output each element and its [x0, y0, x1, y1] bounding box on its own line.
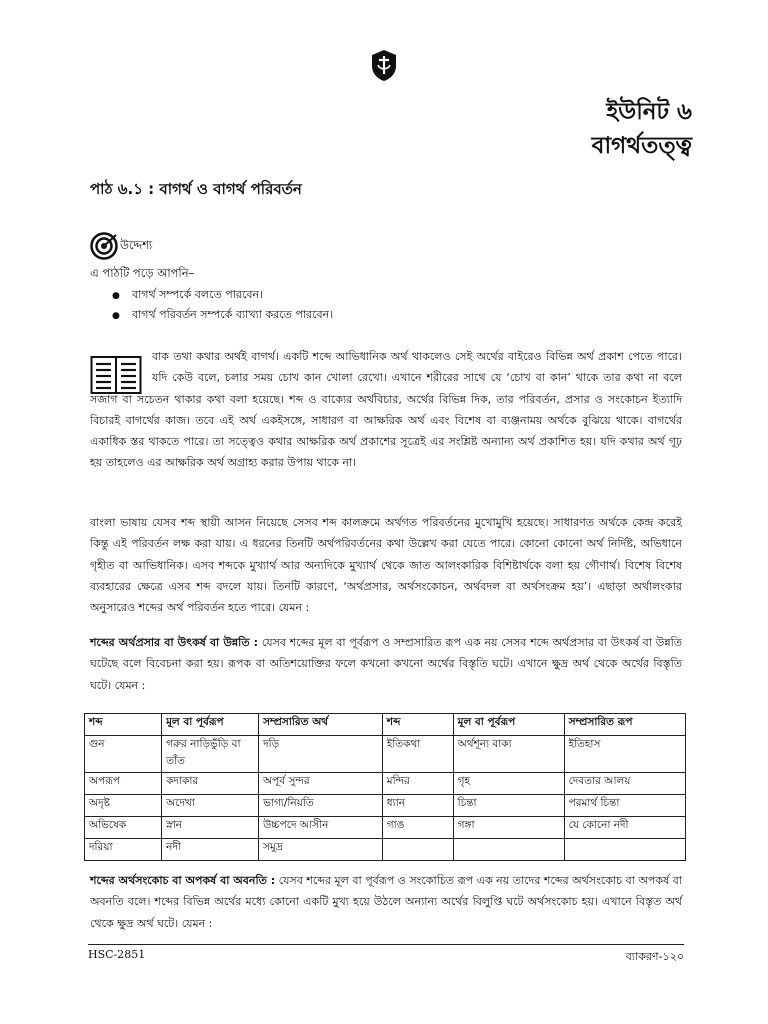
footer-divider: [88, 944, 684, 945]
table-cell: অপূর্ব সুন্দর: [259, 773, 383, 795]
table-cell: ইতিহাস: [564, 736, 685, 773]
objectives-heading: [90, 232, 152, 260]
table-cell: চিন্তা: [453, 795, 564, 817]
footer-course-code: HSC-2851: [88, 948, 146, 961]
section-heading: শব্দের অর্থসংকোচ বা অপকর্ষ বা অবনতি :: [90, 874, 276, 887]
paragraph-meaning-expansion: শব্দের অর্থপ্রসার বা উৎকর্ষ বা উন্নতি : যেসব শব্দের মূল বা পূর্বরূপ ও সম্প্রসারিত রূপ এক নয় সেসব শব্দে অর্থপ্রসার বা উৎকর্ষ বা উন্নতি ঘটেছে বলে বিবেচনা করা হয়। রূপক বা অতিশয়োক্তির ফলে কখনো কখনো অর্থের বিস্তৃতি ঘটে। এখানে ক্ষুদ্র অর্থ থেকে অর্থের বিস্তৃতি ঘটে। যেমন :: [90, 636, 682, 692]
lesson-title: পাঠ ৬.১ : বাগর্থ ও বাগর্থ পরিবর্তন: [90, 180, 302, 198]
table-cell: [453, 839, 564, 861]
column-header: শব্দ: [85, 714, 162, 736]
table-cell: ভাগ্য/নিয়তি: [259, 795, 383, 817]
table-row: [85, 736, 686, 773]
table-cell: কদাকার: [162, 773, 259, 795]
table-cell: অভিষেক: [85, 817, 162, 839]
column-header: মূল বা পূর্বরূপ: [162, 714, 259, 736]
table-row: [85, 795, 686, 817]
paragraph-meaning-contraction: শব্দের অর্থসংকোচ বা অপকর্ষ বা অবনতি : যেসব শব্দের মূল বা পূর্বরূপ ও সংকোচিত রূপ এক নয় তাদের শব্দের অর্থসংকোচ বা অপকর্ষ বা অবনতি বলে। শব্দের বিভিন্ন অর্থের মধ্যে কোনো একটি মুখ্য হয়ে উঠলে অন্যান্য অর্থের বিলুপ্তি ঘটে অর্থসংকোচ হয়। এখানে বিস্তৃত অর্থ থেকে ক্ষুদ্র অর্থ ঘটে। যেমন :: [90, 874, 682, 930]
section-heading: শব্দের অর্থপ্রসার বা উৎকর্ষ বা উন্নতি :: [90, 636, 259, 649]
table-cell: উচ্চপদে আসীন: [259, 817, 383, 839]
table-header-row: [85, 714, 686, 736]
paragraph-meaning-change: বাংলা ভাষায় যেসব শব্দ স্থায়ী আসন নিয়েছে সেসব শব্দ কালক্রমে অর্থগত পরিবর্তনের মুখোমুখি হয়েছে। সাধারণত অর্থকে কেন্দ্র করেই কিন্তু এই পরিবর্তন লক্ষ করা যায়। এ ধরনের তিনটি অর্থপরিবর্তনের কথা উল্লেখ করা যেতে পারে। কোনো কোনো অর্থ নির্দিষ্ট, অভিধানে গৃহীত বা আভিধানিক। এসব শব্দকে মুখ্যার্থ আর অন্যদিকে মুখ্যার্থ থেকে জাত আলংকারিক বিশিষ্টার্থকে বলা হয় গৌণার্থ। বিশেষ বিশেষ ব্যবহারের ক্ষেত্রে এসব শব্দ বদলে যায়। তিনটি কারণে, ‘অর্থপ্রসার, অর্থসংকোচন, অর্থবদল বা অর্থসংক্রম হয়’। এছাড়া অর্থালংকার অনুসারেও শব্দের অর্থ পরিবর্তন হতে পারে। যেমন :: [90, 516, 682, 615]
column-header: সম্প্রসারিত রূপ: [564, 714, 685, 736]
list-item: ● বাগর্থ সম্পর্কে বলতে পারবেন।: [112, 288, 264, 301]
target-icon: [90, 232, 118, 260]
table-cell: অদৃষ্ট: [85, 795, 162, 817]
table-cell: মন্দির: [382, 773, 453, 795]
table-cell: অর্থশূন্য বাক্য: [453, 736, 564, 773]
table-cell: গৃহ: [453, 773, 564, 795]
table-cell: দড়ি: [259, 736, 383, 773]
table-cell: গাঙ: [382, 817, 453, 839]
column-header: মূল বা পূর্বরূপ: [453, 714, 564, 736]
column-header: সম্প্রসারিত অর্থ: [259, 714, 383, 736]
table-cell: ইতিকথা: [382, 736, 453, 773]
objectives-label: উদ্দেশ্য: [120, 237, 153, 252]
table-cell: সমুদ্র: [259, 839, 383, 861]
table-row: [85, 839, 686, 861]
university-emblem-icon: [369, 48, 399, 82]
table-cell: যে কোনো নদী: [564, 817, 685, 839]
unit-heading: [592, 95, 692, 163]
column-header: শব্দ: [382, 714, 453, 736]
table-row: [85, 773, 686, 795]
unit-number: ইউনিট ৬: [606, 99, 692, 125]
objectives-list: [112, 285, 333, 325]
table-cell: [382, 839, 453, 861]
table-cell: দেবতার আলয়: [564, 773, 685, 795]
table-cell: গুন: [85, 736, 162, 773]
table-cell: ধ্যান: [382, 795, 453, 817]
unit-title: বাগর্থতত্ত্ব: [591, 133, 692, 159]
table-cell: অপরূপ: [85, 773, 162, 795]
word-meaning-table: [84, 713, 686, 861]
table-cell: [564, 839, 685, 861]
table-cell: স্নান: [162, 817, 259, 839]
footer-page-number: ব্যাকরণ-১২০: [625, 950, 684, 963]
paragraph-bagartha: বাক তথা কথার অর্থই বাগর্থ। একটি শব্দে আভিধানিক অর্থ থাকলেও সেই অর্থের বাইরেও বিভিন্ন অর্থ প্রকাশ পেতে পারে। যদি কেউ বলে, চলার সময় চোখ কান খোলা রেখো। এখানে শরীরের সাথে যে ‘চোখ বা কান’ থাকে তার কথা না বলে সজাগ বা সচেতন থাকার কথা বলা হয়েছে। শব্দ ও বাক্যের অর্থবিচার, অর্থের বিভিন্ন দিক, তার পরিবর্তন, প্রসার ও সংকোচন ইত্যাদি বিচারই বাগর্থের কাজ। তবে এই অর্থ একইসঙ্গে, সাধারণ বা আক্ষরিক অর্থ এবং বিশেষ বা ব্যঞ্জনাময় অর্থকে বুঝিয়ে থাকে। বাগর্থের একাধিক স্তর থাকতে পারে। তা সত্ত্বেও কথার আক্ষরিক অর্থ প্রকাশের সূত্রেই এর সংশ্লিষ্ট অন্যান্য অর্থ প্রকাশিত হয়। যদি কথার অর্থ গূঢ় হয় তাহলেও এর আক্ষরিক অর্থ অগ্রাহ্য করার উপায় থাকে না।: [90, 350, 682, 470]
table-cell: নদী: [162, 839, 259, 861]
table-cell: অদেখা: [162, 795, 259, 817]
table-cell: পরমার্থ চিন্তা: [564, 795, 685, 817]
table-cell: গঙ্গা: [453, 817, 564, 839]
table-cell: গরুর নাড়িভুঁড়ি বা তাঁত: [162, 736, 259, 773]
list-item: ● বাগর্থ পরিবর্তন সম্পর্কে ব্যাখ্যা করতে পারবেন।: [112, 308, 334, 321]
table-row: [85, 817, 686, 839]
table-cell: দরিয়া: [85, 839, 162, 861]
objectives-intro: এ পাঠটি পড়ে আপনি–: [90, 266, 195, 280]
